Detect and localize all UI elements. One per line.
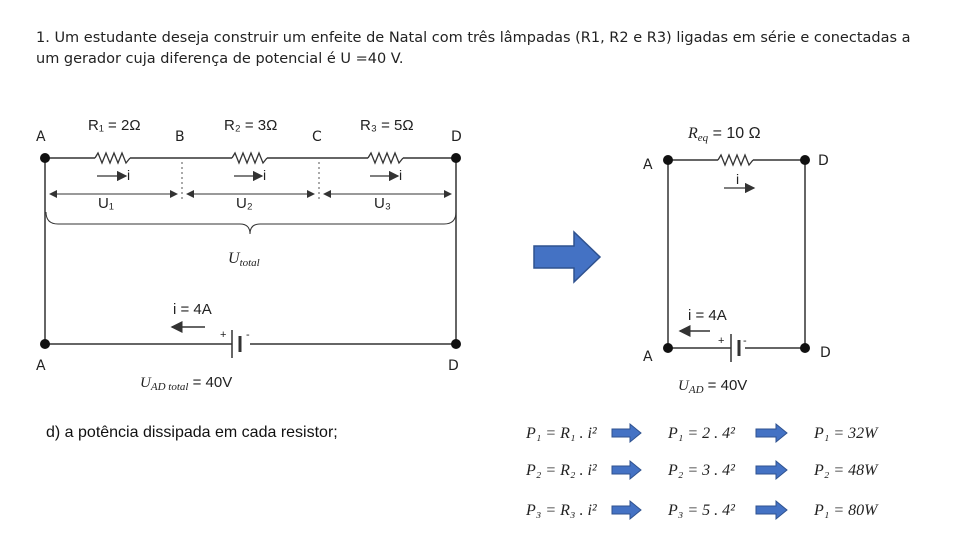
power-equations [525, 424, 879, 519]
voltage-label-u2: U₂ [236, 195, 253, 212]
equation-arrow [612, 424, 641, 442]
resistor-label-req: Req = 10 Ω [688, 125, 761, 144]
node-label-a-top: A [36, 129, 46, 145]
equation-substitution: P₃ = 5 . 4² [668, 502, 735, 519]
source-voltage-label: $U_{AD total} = 40V$ [140, 374, 233, 393]
equation-formula: P₃ = R₃ . i² [526, 502, 597, 519]
node-label-c: C [312, 129, 322, 145]
equation-arrow [756, 461, 787, 479]
resistor-label-r1: R₁ = 2Ω [88, 117, 141, 134]
node-d-top-dot [451, 153, 461, 163]
equivalent-circuit [643, 125, 831, 396]
equation-arrow [756, 501, 787, 519]
node-label-d-top: D [818, 153, 829, 169]
battery-minus-sign: - [246, 329, 250, 341]
voltage-label-u1: U₁ [98, 195, 114, 212]
series-circuit [36, 117, 462, 393]
node-d-top-dot [800, 155, 810, 165]
current-label-r3: i [399, 167, 403, 183]
equation-substitution: P₂ = 3 . 4² [668, 462, 735, 479]
battery-plus-sign: + [220, 329, 227, 341]
equation-result: P₁ = 80W [814, 502, 878, 519]
equation-substitution: P₁ = 2 . 4² [668, 425, 735, 442]
equation-result: P₁ = 32W [814, 425, 878, 442]
node-a-top-dot [663, 155, 673, 165]
node-label-a-bottom: A [36, 358, 46, 374]
equation-formula: P₁ = R₁ . i² [526, 425, 597, 442]
source-voltage-label: $U_{AD} = 40V$ [678, 377, 748, 396]
voltage-label-u3: U₃ [374, 195, 391, 212]
node-a-bottom-dot [663, 343, 673, 353]
equation-arrow [612, 501, 641, 519]
equation-arrow [612, 461, 641, 479]
node-d-bottom-dot [800, 343, 810, 353]
resistor-r1-symbol [95, 153, 130, 163]
resistor-req-symbol [718, 155, 753, 165]
battery-minus-sign: - [743, 335, 747, 347]
node-label-a-bottom: A [643, 349, 653, 365]
equation-result: P₂ = 48W [814, 462, 878, 479]
current-value-label: i = 4A [688, 307, 727, 324]
node-a-top-dot [40, 153, 50, 163]
node-label-d-bottom: D [448, 358, 459, 374]
transition-arrow [534, 232, 600, 282]
equation-arrow [756, 424, 787, 442]
equation-formula: P₂ = R₂ . i² [526, 462, 597, 479]
resistor-r3-symbol [368, 153, 403, 163]
resistor-label-r3: R₃ = 5Ω [360, 117, 414, 134]
equation-row-2 [525, 461, 879, 479]
current-value-label: i = 4A [173, 301, 212, 318]
node-a-bottom-dot [40, 339, 50, 349]
node-label-d-bottom: D [820, 345, 831, 361]
question-text: d) a potência dissipada em cada resistor; [46, 424, 338, 441]
node-label-d-top: D [451, 129, 462, 145]
current-label-req: i [736, 171, 740, 187]
problem-statement: 1. Um estudante deseja construir um enfeite de Natal com três lâmpadas (R1, R2 e R3) ligadas em série e conectadas a um gerador cuja diferença de potencial é U =40 V. [36, 30, 911, 67]
node-d-bottom-dot [451, 339, 461, 349]
total-voltage-brace [46, 212, 456, 234]
current-label-r2: i [263, 167, 267, 183]
node-label-a-top: A [643, 157, 653, 173]
resistor-label-r2: R₂ = 3Ω [224, 117, 278, 134]
current-label-r1: i [127, 167, 131, 183]
equation-row-1 [525, 424, 879, 442]
battery-plus-sign: + [718, 335, 725, 347]
equation-row-3 [525, 501, 879, 519]
node-label-b: B [175, 129, 185, 145]
voltage-label-u-total: Utotal [228, 250, 260, 269]
resistor-r2-symbol [232, 153, 267, 163]
